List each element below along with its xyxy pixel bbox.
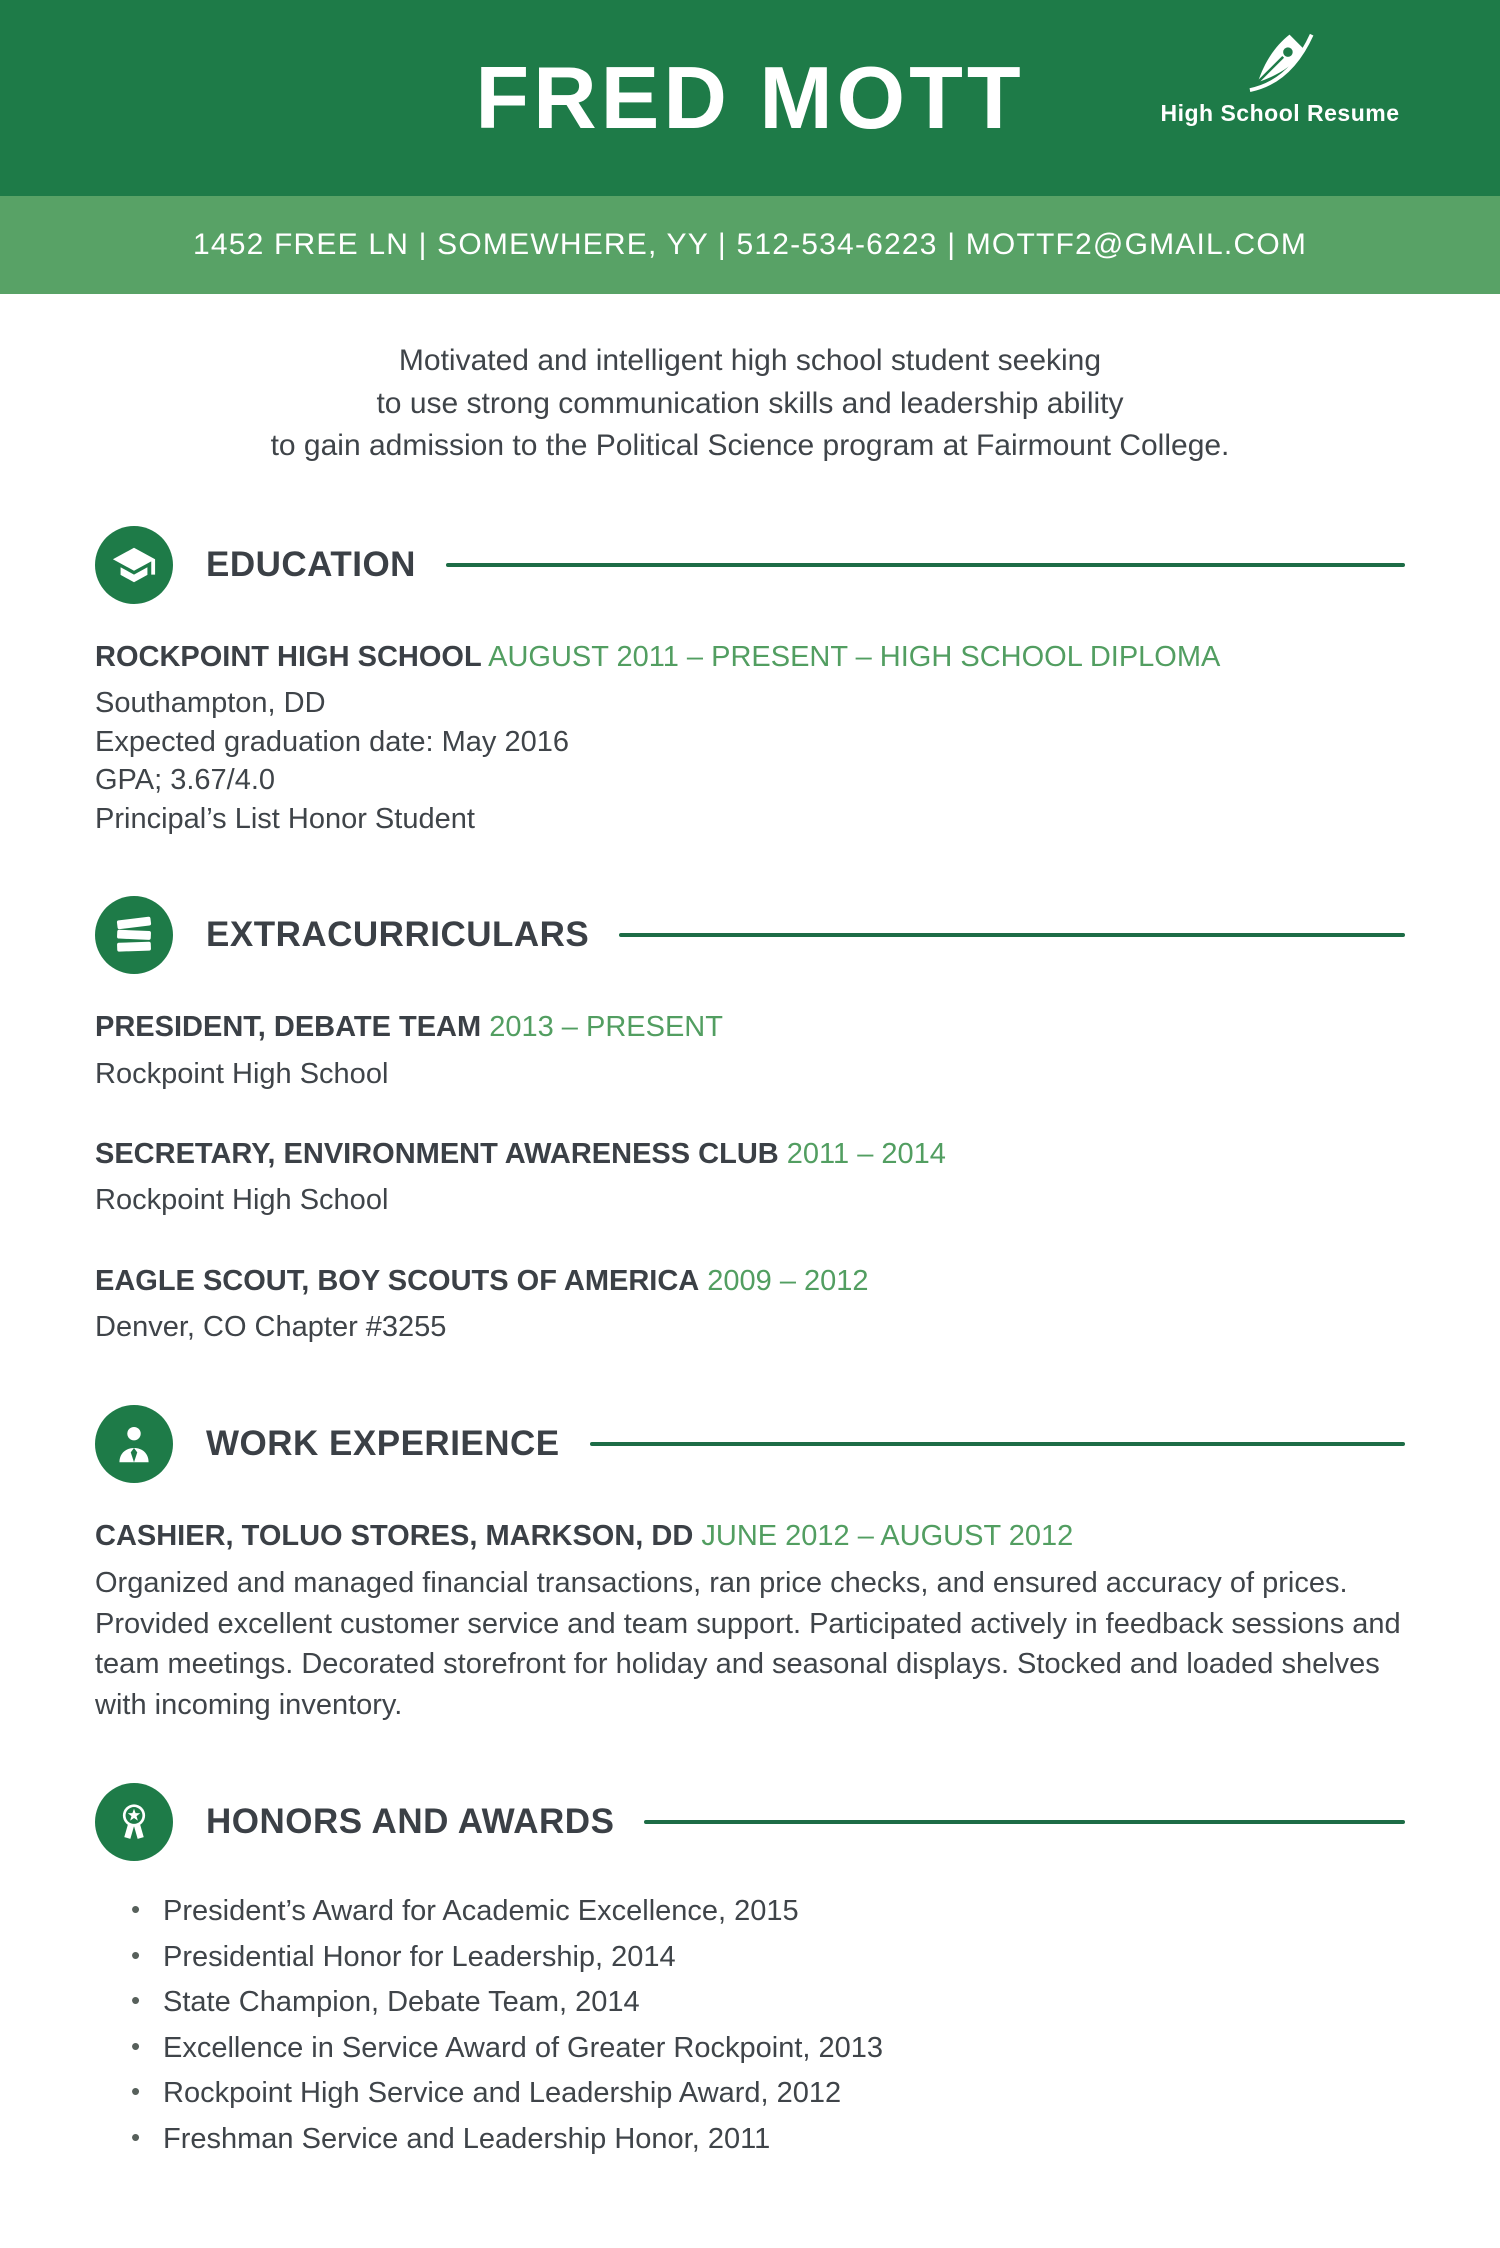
- header-bar: [0, 0, 1500, 196]
- work-dates: JUNE 2012 – AUGUST 2012: [701, 1519, 1074, 1552]
- section-header-education: [95, 526, 1405, 604]
- extracurricular-entry-heading: [95, 1262, 1405, 1300]
- objective-line: Motivated and intelligent high school student seeking: [398, 344, 1102, 377]
- objective-line: to use strong communication skills and leadership ability: [376, 386, 1124, 420]
- education-honor: Principal’s List Honor Student: [95, 802, 475, 835]
- section-header-extracurriculars: [95, 896, 1405, 974]
- section-rule: [590, 1442, 1405, 1446]
- section-rule: [644, 1820, 1405, 1824]
- graduation-cap-icon: [95, 526, 173, 604]
- work-entry-heading: [95, 1517, 1405, 1555]
- honors-list: [95, 1895, 1405, 2155]
- contact-bar: [0, 196, 1500, 294]
- extracurricular-dates: 2011 – 2014: [786, 1138, 946, 1171]
- section-header-work: [95, 1405, 1405, 1483]
- work-description: Organized and managed financial transactions, ran price checks, and ensured accuracy of prices. Provided excellent customer service and team support. Participated actively in feedback sessions and team meetings. Decorated storefront for holiday and seasonal displays. Stocked and loaded shelves with incoming inventory.: [95, 1567, 1401, 1721]
- honor-item: • President’s Award for Academic Excellence, 2015: [131, 1895, 1405, 1927]
- education-gpa: GPA; 3.67/4.0: [95, 764, 276, 797]
- section-title-honors: HONORS AND AWARDS: [206, 1802, 615, 1842]
- fountain-pen-icon: [1242, 22, 1318, 98]
- extracurricular-entry-heading: [95, 1135, 1405, 1173]
- extracurricular-role: PRESIDENT, DEBATE TEAM: [95, 1011, 482, 1044]
- honor-item: • Rockpoint High Service and Leadership Award, 2012: [131, 2077, 1405, 2109]
- objective-line: to gain admission to the Political Science program at Fairmount College.: [270, 429, 1230, 463]
- honor-item: • Excellence in Service Award of Greater Rockpoint, 2013: [131, 2032, 1405, 2064]
- school-name: ROCKPOINT HIGH SCHOOL: [95, 640, 482, 673]
- education-location: Southampton, DD: [95, 687, 326, 720]
- extracurricular-role: EAGLE SCOUT, BOY SCOUTS OF AMERICA: [95, 1264, 700, 1297]
- brand-label: High School Resume: [1160, 100, 1400, 126]
- extracurricular-dates: 2013 – PRESENT: [489, 1011, 723, 1044]
- extracurricular-dates: 2009 – 2012: [707, 1264, 869, 1297]
- resume-name: FRED MOTT: [475, 48, 1025, 147]
- education-entry-heading: [95, 638, 1405, 676]
- section-title-extracurriculars: EXTRACURRICULARS: [206, 915, 590, 955]
- extracurricular-org: Rockpoint High School: [95, 1057, 389, 1090]
- section-rule: [446, 563, 1405, 567]
- honor-item: • State Champion, Debate Team, 2014: [131, 1986, 1405, 2018]
- extracurricular-org: Denver, CO Chapter #3255: [95, 1311, 447, 1344]
- books-stack-icon: [95, 896, 173, 974]
- section-header-honors: [95, 1783, 1405, 1861]
- education-graduation-date: Expected graduation date: May 2016: [95, 725, 569, 758]
- education-entry: [95, 638, 1405, 839]
- resume-body: [0, 340, 1500, 2248]
- extracurricular-entry-heading: [95, 1008, 1405, 1046]
- award-ribbon-icon: [95, 1783, 173, 1861]
- objective-statement: [95, 340, 1405, 468]
- section-title-work: WORK EXPERIENCE: [206, 1423, 560, 1463]
- work-entry: [95, 1517, 1405, 1726]
- extracurricular-entry: [95, 1135, 1405, 1220]
- extracurricular-org: Rockpoint High School: [95, 1184, 389, 1217]
- extracurricular-role: SECRETARY, ENVIRONMENT AWARENESS CLUB: [95, 1138, 779, 1171]
- contact-line: 1452 FREE LN | SOMEWHERE, YY | 512-534-6223 | MOTTF2@GMAIL.COM: [192, 228, 1308, 261]
- extracurricular-entry: [95, 1262, 1405, 1347]
- extracurricular-entry: [95, 1008, 1405, 1093]
- education-dates: AUGUST 2011 – PRESENT – HIGH SCHOOL DIPLOMA: [488, 640, 1221, 673]
- brand-logo: [1130, 22, 1430, 127]
- work-role: CASHIER, TOLUO STORES, MARKSON, DD: [95, 1519, 694, 1552]
- section-title-education: EDUCATION: [206, 544, 416, 584]
- businessman-icon: [95, 1405, 173, 1483]
- section-rule: [619, 933, 1405, 937]
- honor-item: • Presidential Honor for Leadership, 2014: [131, 1941, 1405, 1973]
- honor-item: • Freshman Service and Leadership Honor, 2011: [131, 2123, 1405, 2155]
